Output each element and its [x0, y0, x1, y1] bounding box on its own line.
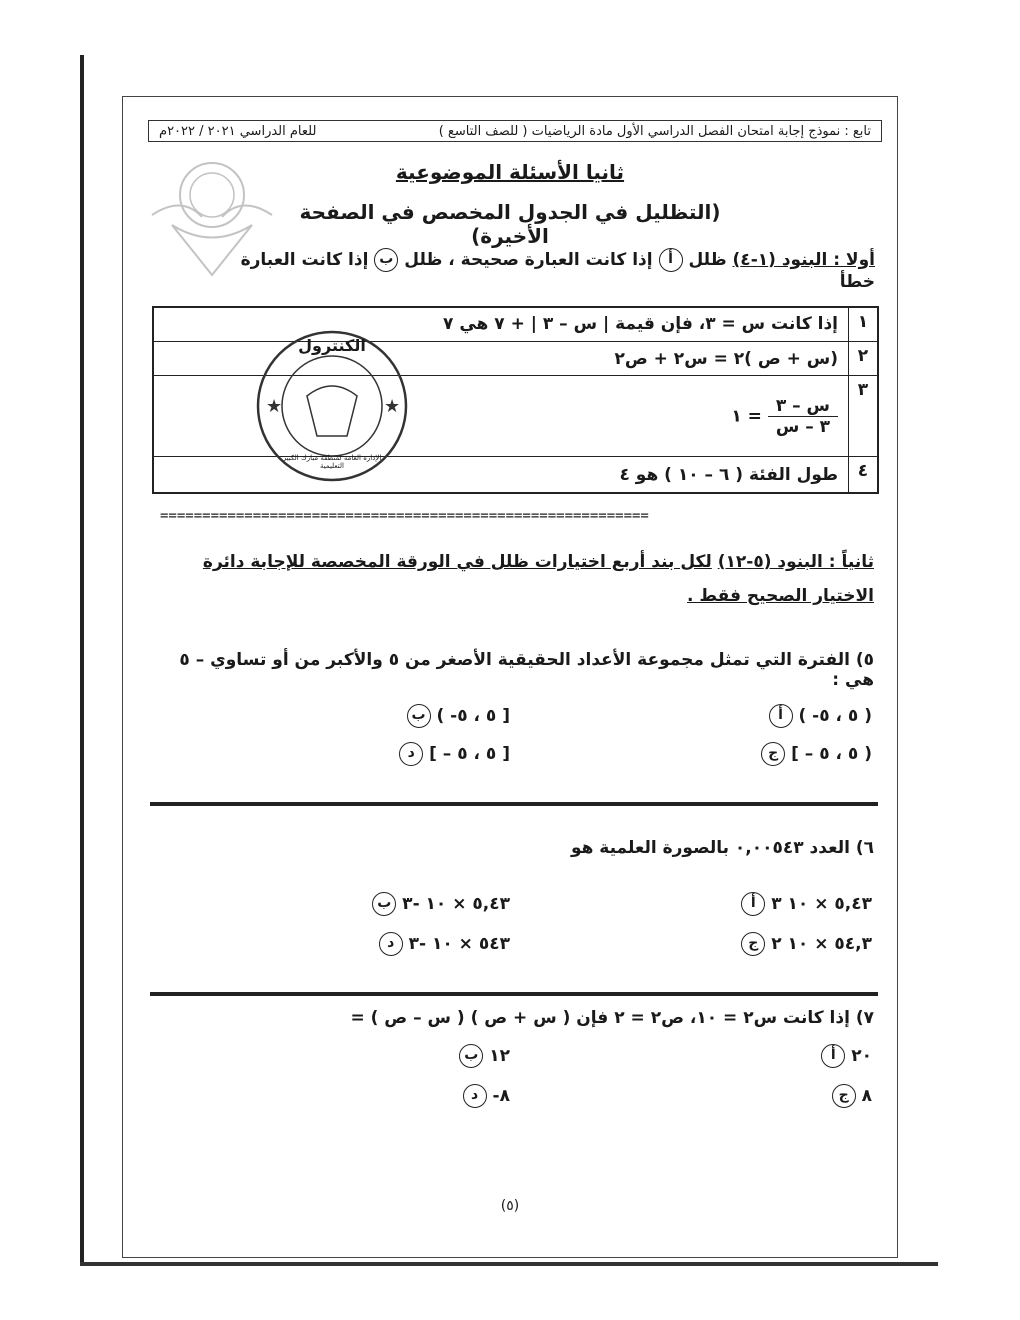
option-circle-icon: ج	[761, 742, 785, 766]
option-circle-icon: د	[399, 742, 423, 766]
question-divider	[150, 802, 878, 806]
instruction-part2-lead: ثانياً : البنود (٥-١٢)	[717, 552, 874, 572]
instruction-true-text: إذا كانت العبارة صحيحة ، ظلل	[404, 250, 653, 270]
option-circle-icon: ج	[832, 1084, 856, 1108]
header-right-text: تابع : نموذج إجابة امتحان الفصل الدراسي الأول مادة الرياضيات ( للصف التاسع )	[438, 123, 871, 139]
question-7: ٧) إذا كانت س٢ = ١٠، ص٢ = ٢ فإن ( س + ص ) ( س – ص ) =	[350, 1008, 874, 1028]
svg-text:★: ★	[266, 396, 283, 417]
option-text: ( -٥ ، ٥ ]	[436, 706, 510, 726]
section-subtitle: (التظليل في الجدول المخصص في الصفحة الأخيرة)	[299, 200, 721, 248]
option-text: ٢٠	[851, 1046, 872, 1066]
q5-option-c	[761, 742, 872, 766]
svg-text:★: ★	[384, 396, 401, 417]
instruction-false-text: إذا كانت العبارة خطأ	[240, 250, 875, 292]
item-text: إذا كانت س = ٣، فإن قيمة | س – ٣ | + ٧ هي ٧	[153, 307, 849, 341]
instruction-part2-text: لكل بند أربع اختيارات ظلل في الورقة المخصصة للإجابة دائرة الاختيار الصحيح فقط .	[202, 552, 874, 606]
option-text: ٨	[861, 1086, 872, 1106]
circle-a-icon: أ	[659, 248, 683, 272]
question-5: ٥) الفترة التي تمثل مجموعة الأعداد الحقيقية الأصغر من ٥ والأكبر من أو تساوي – ٥ هي :	[179, 650, 874, 690]
instruction-part1-lead: أولا : البنود (١-٤)	[732, 250, 875, 270]
option-circle-icon: ج	[741, 932, 765, 956]
q5-option-d	[399, 742, 510, 766]
item-number: ٤	[849, 457, 879, 493]
instruction-part2	[180, 545, 874, 613]
q5-option-b	[407, 704, 510, 728]
q5-option-a	[769, 704, 872, 728]
instruction-part1	[225, 248, 875, 292]
q7-option-d	[463, 1084, 510, 1108]
option-text: ٥,٤٣ × ١٠ -٣	[402, 894, 510, 914]
page-number: (٥)	[500, 1198, 520, 1214]
scan-bottom-edge	[80, 1262, 938, 1266]
q6-option-d	[379, 932, 510, 956]
item-number: ١	[849, 307, 879, 341]
option-text: [ – ٥ ، ٥ ]	[429, 744, 510, 764]
fraction	[768, 396, 838, 437]
scan-left-edge	[80, 55, 84, 1265]
q7-option-b	[459, 1044, 510, 1068]
q7-option-a	[821, 1044, 872, 1068]
stamp-bottom-text: الإدارة العامة لمنطقة مبارك الكبير التعليمية	[282, 454, 382, 470]
option-text: ٥٤٣ × ١٠ -٣	[408, 934, 510, 954]
option-text: ١٢	[489, 1046, 510, 1066]
instruction-shade-word: ظلل	[688, 250, 727, 270]
fraction-denominator: ٣ – س	[775, 416, 830, 437]
option-text: ٥,٤٣ × ١٠ ٣	[771, 894, 872, 914]
fraction-rhs: = ١	[731, 406, 762, 427]
option-circle-icon: د	[379, 932, 403, 956]
separator-line: ==========================================================	[160, 508, 649, 524]
option-circle-icon: ب	[459, 1044, 483, 1068]
control-stamp	[252, 326, 412, 486]
q6-option-b	[372, 892, 510, 916]
option-circle-icon: ب	[372, 892, 396, 916]
item-text: طول الفئة ( ٦ – ١٠ ) هو ٤	[153, 457, 849, 493]
q6-option-a	[741, 892, 872, 916]
option-circle-icon: أ	[821, 1044, 845, 1068]
header-box	[148, 120, 882, 142]
option-text: [ – ٥ ، ٥ )	[791, 744, 872, 764]
option-text: ٥٤,٣ × ١٠ ٢	[771, 934, 872, 954]
option-circle-icon: أ	[741, 892, 765, 916]
option-text: -٨	[492, 1086, 510, 1106]
question-divider	[150, 992, 878, 996]
header-left-text: للعام الدراسي ٢٠٢١ / ٢٠٢٢م	[159, 123, 317, 139]
item-text: (س + ص )٢ = س٢ + ص٢	[153, 341, 849, 375]
circle-b-icon: ب	[374, 248, 398, 272]
option-circle-icon: د	[463, 1084, 487, 1108]
option-circle-icon: أ	[769, 704, 793, 728]
option-text: ( -٥ ، ٥ )	[798, 706, 872, 726]
section-title: ثانيا الأسئلة الموضوعية	[395, 160, 625, 184]
item-number: ٣	[849, 376, 879, 457]
q7-option-c	[832, 1084, 872, 1108]
question-6: ٦) العدد ٠,٠٠٥٤٣ بالصورة العلمية هو	[570, 838, 874, 858]
fraction-numerator: س – ٣	[768, 396, 838, 417]
item-number: ٢	[849, 341, 879, 375]
option-circle-icon: ب	[407, 704, 431, 728]
stamp-top-text: الكنترول	[298, 336, 366, 355]
q6-option-c	[741, 932, 872, 956]
